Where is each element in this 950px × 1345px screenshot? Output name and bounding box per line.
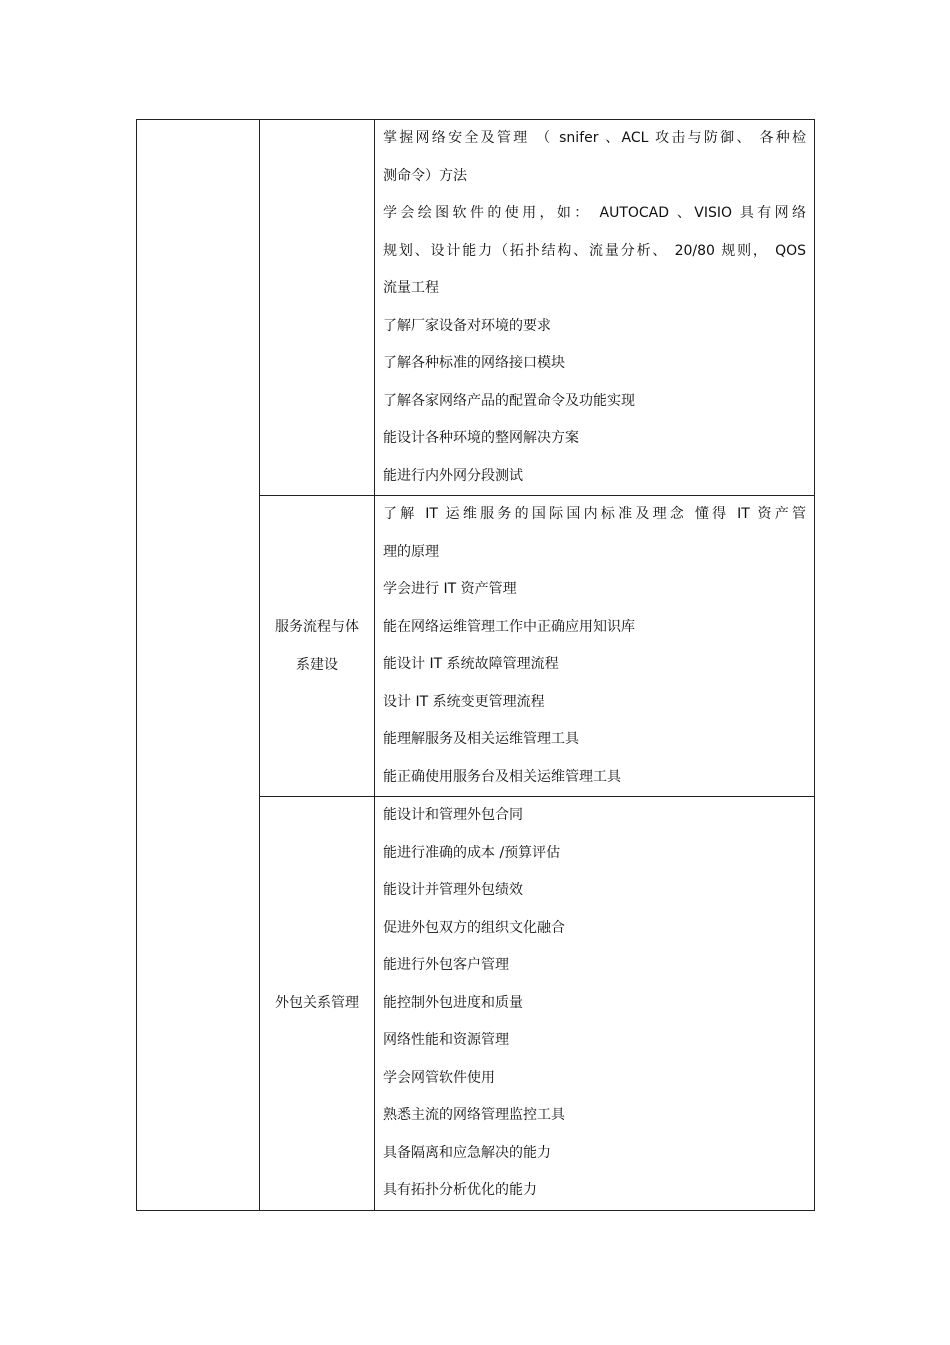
list-item: 具备隔离和应急解决的能力 xyxy=(383,1144,551,1161)
list-item: 测命令）方法 xyxy=(383,167,467,184)
items-cell xyxy=(375,496,815,797)
list-item: 学会网管软件使用 xyxy=(383,1069,495,1086)
list-item: 能进行准确的成本 /预算评估 xyxy=(383,844,561,861)
list-item: 能设计 IT 系统故障管理流程 xyxy=(383,656,559,672)
list-item: 能设计和管理外包合同 xyxy=(383,807,523,823)
list-item: 了解各种标准的网络接口模块 xyxy=(383,355,565,371)
list-item: 能理解服务及相关运维管理工具 xyxy=(383,731,579,747)
category-cell: 外包关系管理 xyxy=(260,797,375,1211)
list-item: 设计 IT 系统变更管理流程 xyxy=(383,693,545,710)
list-item: 网络性能和资源管理 xyxy=(383,1032,509,1048)
list-item: 学会进行 IT 资产管理 xyxy=(383,581,517,597)
table-row xyxy=(137,120,815,496)
list-item: 具有拓扑分析优化的能力 xyxy=(383,1182,537,1198)
list-item: 能设计并管理外包绩效 xyxy=(383,882,523,898)
list-item: 学会绘图软件的使用，如： AUTOCAD 、VISIO 具有网络 xyxy=(383,205,806,221)
list-item: 了解厂家设备对环境的要求 xyxy=(383,317,551,334)
skills-table xyxy=(136,119,815,1211)
list-item: 理的原理 xyxy=(383,543,439,560)
category-cell xyxy=(260,120,375,496)
list-item: 了解各家网络产品的配置命令及功能实现 xyxy=(383,392,635,409)
list-item: 能在网络运维管理工作中正确应用知识库 xyxy=(383,618,635,635)
list-item: 规划、设计能力（拓扑结构、流量分析、 20/80 规则， QOS xyxy=(383,242,806,259)
items-cell xyxy=(375,797,815,1211)
list-item: 能进行外包客户管理 xyxy=(383,957,509,973)
category-cell: 服务流程与体系建设 xyxy=(260,496,375,797)
list-item: 流量工程 xyxy=(383,280,439,296)
list-item: 了解 IT 运维服务的国际国内标准及理念 懂得 IT 资产管 xyxy=(383,506,806,522)
level-cell xyxy=(137,120,260,1211)
list-item: 熟悉主流的网络管理监控工具 xyxy=(383,1107,565,1123)
list-item: 能设计各种环境的整网解决方案 xyxy=(383,430,579,446)
list-item: 能进行内外网分段测试 xyxy=(383,467,523,484)
list-item: 能控制外包进度和质量 xyxy=(383,994,523,1011)
items-cell xyxy=(375,120,815,496)
list-item: 掌握网络安全及管理 （ snifer 、ACL 攻击与防御、 各种检 xyxy=(383,130,806,146)
list-item: 促进外包双方的组织文化融合 xyxy=(383,919,565,936)
list-item: 能正确使用服务台及相关运维管理工具 xyxy=(383,768,621,785)
